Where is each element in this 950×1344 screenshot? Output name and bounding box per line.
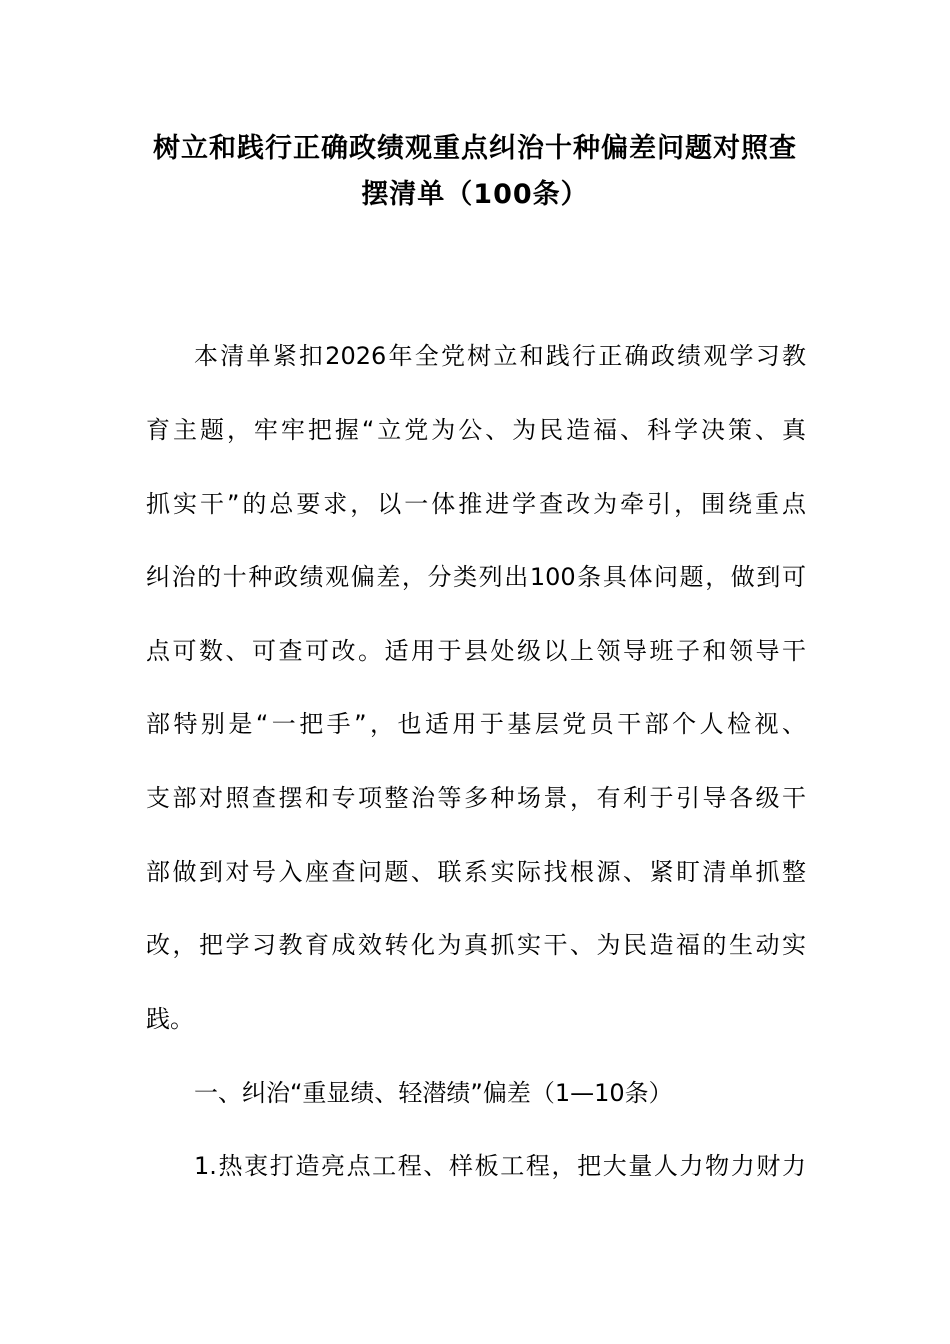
document-title-line-2: 摆清单（100条） xyxy=(361,179,589,210)
intro-paragraph-line: 改，把学习教育成效转化为真抓实干、为民造福的生动实 xyxy=(146,931,806,959)
intro-paragraph-line: 抓实干”的总要求，以一体推进学查改为牵引，围绕重点 xyxy=(146,490,806,518)
intro-paragraph-line: 部特别是“一把手”，也适用于基层党员干部个人检视、 xyxy=(146,710,806,738)
intro-paragraph-line: 践。 xyxy=(146,1005,194,1033)
section-heading: 一、纠治“重显绩、轻潜绩”偏差（1—10条） xyxy=(194,1079,673,1107)
list-item-line: 1.热衷打造亮点工程、样板工程，把大量人力物力财力 xyxy=(194,1152,806,1180)
intro-paragraph-line: 部做到对号入座查问题、联系实际找根源、紧盯清单抓整 xyxy=(146,858,806,886)
intro-paragraph-line: 点可数、可查可改。适用于县处级以上领导班子和领导干 xyxy=(146,637,806,665)
intro-paragraph-line: 支部对照查摆和专项整治等多种场景，有利于引导各级干 xyxy=(146,784,806,812)
intro-paragraph-line: 育主题，牢牢把握“立党为公、为民造福、科学决策、真 xyxy=(146,416,806,444)
document-title-line-1: 树立和践行正确政绩观重点纠治十种偏差问题对照查 xyxy=(153,133,797,164)
intro-paragraph-line: 纠治的十种政绩观偏差，分类列出100条具体问题，做到可 xyxy=(146,563,806,591)
intro-paragraph-line: 本清单紧扣2026年全党树立和践行正确政绩观学习教 xyxy=(194,342,806,370)
